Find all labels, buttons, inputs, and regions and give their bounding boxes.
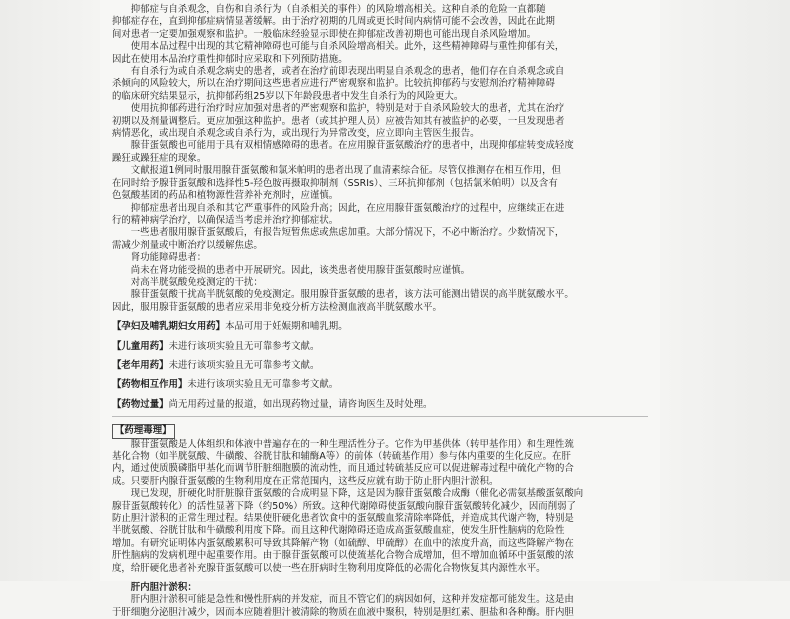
text-line: 肝性脑病的发病机理中起重要作用。由于腺苷蛋氨酸可以使巯基化合物合成增加，但不增加血循环中蛋氨酸的浓 (112, 550, 574, 562)
section-tag: 【孕妇及哺乳期妇女用药】 (112, 321, 226, 333)
text-line: 抑郁症与自杀观念，自伤和自杀行为（自杀相关的事件）的风险增高相关。这种自杀的危险一直都随 (130, 4, 546, 15)
text-line: 初期以及剂量调整后。更应加强这种监护。患者（或其护理人员）应被告知其有被监护的必要，一旦发现患者 (112, 115, 565, 127)
text-line: 现已发现，肝硬化时肝脏腺苷蛋氨酸的合成明显下降，这是因为腺苷蛋氨酸合成酶（催化必需氨基酸蛋氨酸向 (130, 488, 584, 500)
section-pregnancy (112, 321, 648, 333)
cholestasis-block (112, 582, 648, 619)
section-tag: 【药物相互作用】 (112, 379, 188, 391)
text-line: 肾功能障碍患者： (130, 252, 207, 264)
text-line: 间对患者一定要加强观察和监护。一般临床经验显示即使在抑郁症改善初期也可能出现自杀风险增加。 (112, 28, 537, 40)
text-line: 半胱氨酸、谷胱甘肽和牛磺酸利用度下降。而且这种代谢障碍还造成高蛋氨酸血症，使发生肝性脑病的危险性 (112, 525, 565, 537)
text-line: 行的精神病学治疗，以确保适当考虑并治疗抑郁症状。 (112, 214, 339, 226)
text-line: 腺苷蛋氨酸转化）的活性显著下降（约50%）所致。这种代谢障碍使蛋氨酸向腺苷蛋氨酸转化减少，因而削弱了 (112, 500, 576, 512)
section-interactions (112, 379, 648, 391)
text-line: 需减少剂量或中断治疗以缓解焦虑。 (112, 239, 263, 251)
text-line: 因此在使用本品治疗重性抑郁时应采取和下列预防措施。 (112, 53, 348, 65)
text-line: 腺苷蛋氨酸是人体组织和体液中普遍存在的一种生理活性分子。它作为甲基供体（转甲基作用）和生理性巯 (130, 438, 574, 450)
section-text: 本品可用于妊娠期和哺乳期。 (225, 321, 348, 333)
text-line: 病情恶化，或出现自杀观念或自杀行为，或出现行为异常改变，应立即向主管医生报告。 (112, 128, 480, 140)
section-text: 未进行该项实验且无可靠参考文献。 (187, 379, 339, 391)
text-line: 杀倾向的风险较大，所以在治疗期间这些患者应进行严密观察和监护。比较抗抑郁药与安慰剂治疗精神障碍 (112, 78, 555, 90)
text-line: 文献报道1例同时服用腺苷蛋氨酸和氯米帕明的患者出现了血清素综合征。尽管仅推测存在相互作用，但 (130, 165, 561, 177)
text-line: 一些患者服用腺苷蛋氨酸后，有报告短暂焦虑或焦虑加重。大部分情况下，不必中断治疗。少数情况下， (130, 227, 565, 239)
text-line: 色氨酸基团的药品和植物源性营养补充剂时，应谨慎。 (112, 190, 339, 202)
text-line: 基化合物（如半胱氨酸、牛磺酸、谷胱甘肽和辅酶A等）的前体（转硫基作用）参与体内重要的生化反应。在肝 (112, 451, 571, 462)
text-line: 使用本品过程中出现的其它精神障碍也可能与自杀风险增高相关。此外，这些精神障碍与重性抑郁有关， (130, 41, 565, 53)
text-line: 内，通过使质膜磷脂甲基化而调节肝脏细胞膜的流动性，而且通过转硫基反应可以促进解毒过程中硫化产物的合 (112, 463, 574, 475)
background-left-margin (0, 0, 100, 581)
section-overdose (112, 399, 648, 411)
text-line: 在同时给予腺苷蛋氨酸和选择性5-羟色胺再摄取抑制剂（SSRIs）、三环抗抑郁剂（包括氯米帕明）以及含有 (112, 177, 558, 189)
section-geriatric (112, 360, 648, 372)
pharmacology-heading: 【药理毒理】 (112, 424, 175, 438)
package-insert-page (100, 0, 660, 618)
text-line: 有自杀行为或自杀观念病史的患者，或者在治疗前即表现出明显自杀观念的患者，他们存在自杀观念或自 (130, 66, 565, 78)
text-line: 成。只要肝内腺苷蛋氨酸的生物利用度在正常范围内，这些反应就有助于防止肝内胆汁淤积。 (112, 475, 499, 487)
section-text: 未进行该项实验且无可靠参考文献。 (168, 340, 320, 352)
text-line: 躁狂或躁狂症的现象。 (112, 152, 207, 164)
divider (112, 416, 648, 417)
text-line: 的临床研究结果显示，抗抑郁药组25岁以下年龄段患者中发生自杀行为的风险更大。 (112, 90, 464, 102)
pharmacology-block (112, 420, 648, 575)
text-line: 腺苷蛋氨酸也可能用于具有双相情感障碍的患者。在应用腺苷蛋氨酸治疗的患者中，出现抑郁症转变成轻度 (130, 140, 574, 152)
section-text: 未进行该项实验且无可靠参考文献。 (168, 359, 320, 371)
section-pediatric (112, 341, 648, 353)
cholestasis-heading: 肝内胆汁淤积： (130, 582, 197, 594)
section-tag: 【儿童用药】 (112, 340, 169, 352)
section-text: 尚无用药过量的报道，如出现药物过量，请咨询医生及时处理。 (168, 398, 433, 410)
text-line: 抑郁症患者出现自杀和其它严重事件的风险升高；因此，在应用腺苷蛋氨酸治疗的过程中，应继续正在进 (130, 202, 565, 214)
text-line: 增加。有研究证明体内蛋氨酸累积可导致其降解产物（如硫醇、甲硫醇）在血中的浓度升高，而这些降解产物在 (112, 537, 574, 549)
text-line: 肝内胆汁淤积可能是急性和慢性肝病的并发症，而且不管它们的病因如何，这种并发症都可能发生。这是由 (130, 594, 574, 606)
text-line: 对高半胱氨酸免疫测定的干扰： (130, 276, 263, 288)
section-tag: 【药物过量】 (112, 398, 169, 410)
text-line: 腺苷蛋氨酸干扰高半胱氨酸的免疫测定。服用腺苷蛋氨酸的患者，该方法可能测出错误的高半胱氨酸水平。 (130, 289, 574, 301)
section-tag: 【老年用药】 (112, 359, 169, 371)
text-line: 于肝细胞分泌胆汁减少，因而本应随着胆汁被清除的物质在血液中聚积，特别是胆红素、胆盐和各种酶。肝内胆 (112, 606, 574, 618)
text-line: 因此，服用腺苷蛋氨酸的患者应采用非免疫分析方法检测血液高半胱氨酸水平。 (112, 301, 442, 313)
text-line: 抑郁症存在，直到抑郁症病情显著缓解。由于治疗初期的几周或更长时间内病情可能不会改善，因此在此期 (112, 16, 555, 28)
precautions-block (112, 4, 648, 314)
text-line: 使用抗抑郁药进行治疗时应加强对患者的严密观察和监护，特别是对于自杀风险较大的患者，尤其在治疗 (130, 103, 565, 115)
text-line: 防止胆汁淤积的正常生理过程。结果使肝硬化患者饮食中的蛋氨酸血浆清除率降低，并造成其代谢产物，特别是 (112, 513, 574, 525)
text-line: 尚未在肾功能受损的患者中开展研究。因此，该类患者使用腺苷蛋氨酸时应谨慎。 (130, 264, 471, 276)
text-line: 度，给肝硬化患者补充腺苷蛋氨酸可以使一些在肝病时生物利用度降低的必需化合物恢复其内源性水平。 (112, 562, 546, 574)
background-right-margin (660, 0, 790, 581)
